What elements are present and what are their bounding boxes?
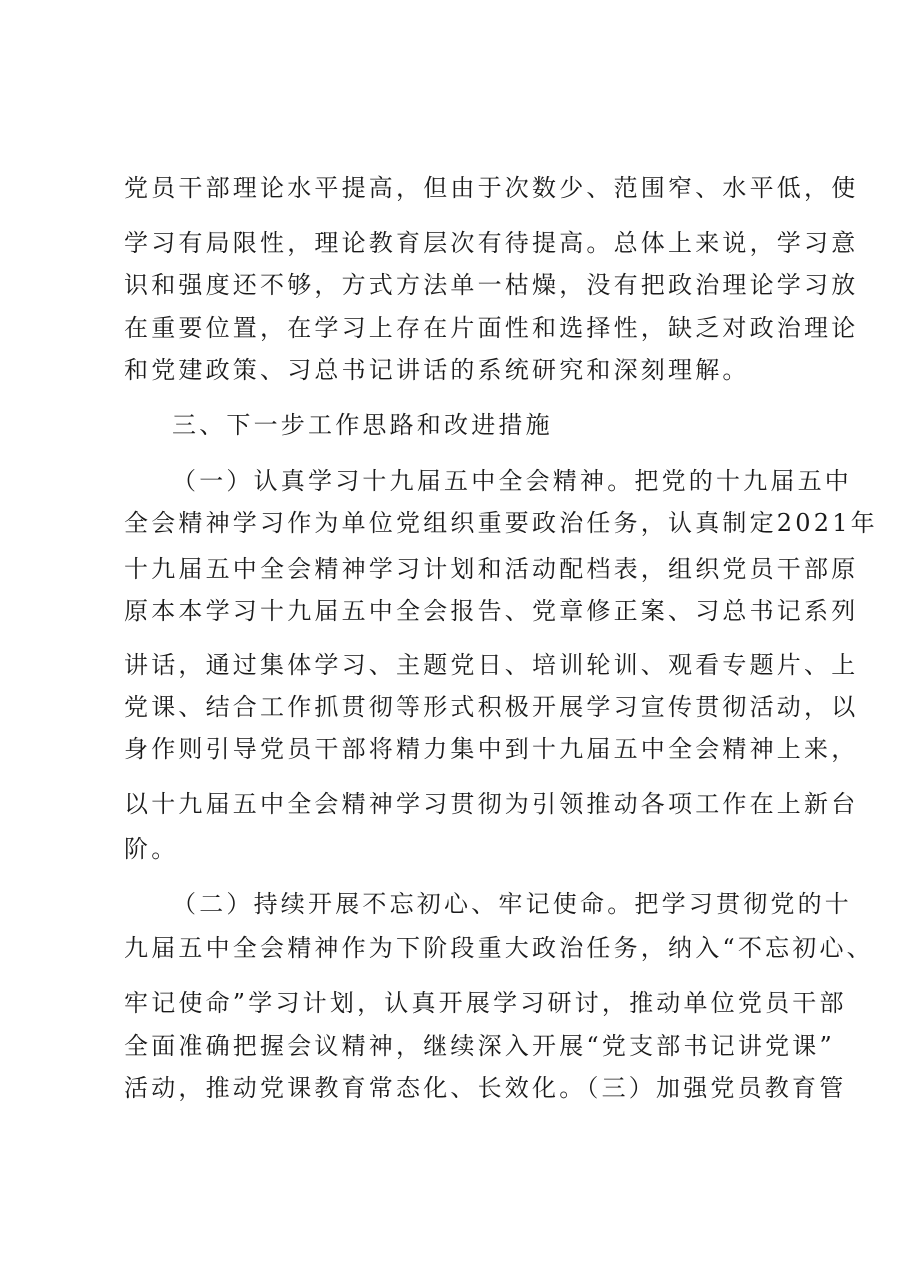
paragraph-line: 身作则引导党员干部将精力集中到十九届五中全会精神上来， [124,735,859,763]
paragraph-line: 阶。 [124,835,179,863]
paragraph-line: 活动，推动党课教育常态化、长效化。（三）加强党员教育管 [124,1074,847,1102]
paragraph-line: 全面准确把握会议精神，继续深入开展“党支部书记讲党课” [124,1032,835,1060]
paragraph-line: （二）持续开展不忘初心、牢记使命。把学习贯彻党的十 [172,890,852,918]
paragraph-line: 牢记使命”学习计划，认真开展学习研讨，推动单位党员干部 [124,989,847,1017]
paragraph-line: 以十九届五中全会精神学习贯彻为引领推动各项工作在上新台 [124,790,859,818]
section-heading: 三、下一步工作思路和改进措施 [172,411,553,439]
paragraph-line: 十九届五中全会精神学习计划和活动配档表，组织党员干部原 [124,555,859,583]
paragraph-line: 党员干部理论水平提高，但由于次数少、范围窄、水平低，使 [124,174,859,202]
paragraph-line: （一）认真学习十九届五中全会精神。把党的十九届五中 [172,467,852,495]
paragraph-line: 原本本学习十九届五中全会报告、党章修正案、习总书记系列 [124,597,859,625]
paragraph-line: 在重要位置，在学习上存在片面性和选择性，缺乏对政治理论 [124,314,859,342]
paragraph-line: 讲话，通过集体学习、主题党日、培训轮训、观看专题片、上 [124,651,859,679]
paragraph-line: 识和强度还不够，方式方法单一枯燥，没有把政治理论学习放 [124,271,859,299]
paragraph-line: 党课、结合工作抓贯彻等形式积极开展学习宣传贯彻活动，以 [124,693,859,721]
paragraph-line: 全会精神学习作为单位党组织重要政治任务，认真制定2021年 [124,509,878,537]
paragraph-line: 和党建政策、习总书记讲话的系统研究和深刻理解。 [124,356,750,384]
paragraph-line: 学习有局限性，理论教育层次有待提高。总体上来说，学习意 [124,229,859,257]
paragraph-line: 九届五中全会精神作为下阶段重大政治任务，纳入“不忘初心、 [124,934,874,962]
